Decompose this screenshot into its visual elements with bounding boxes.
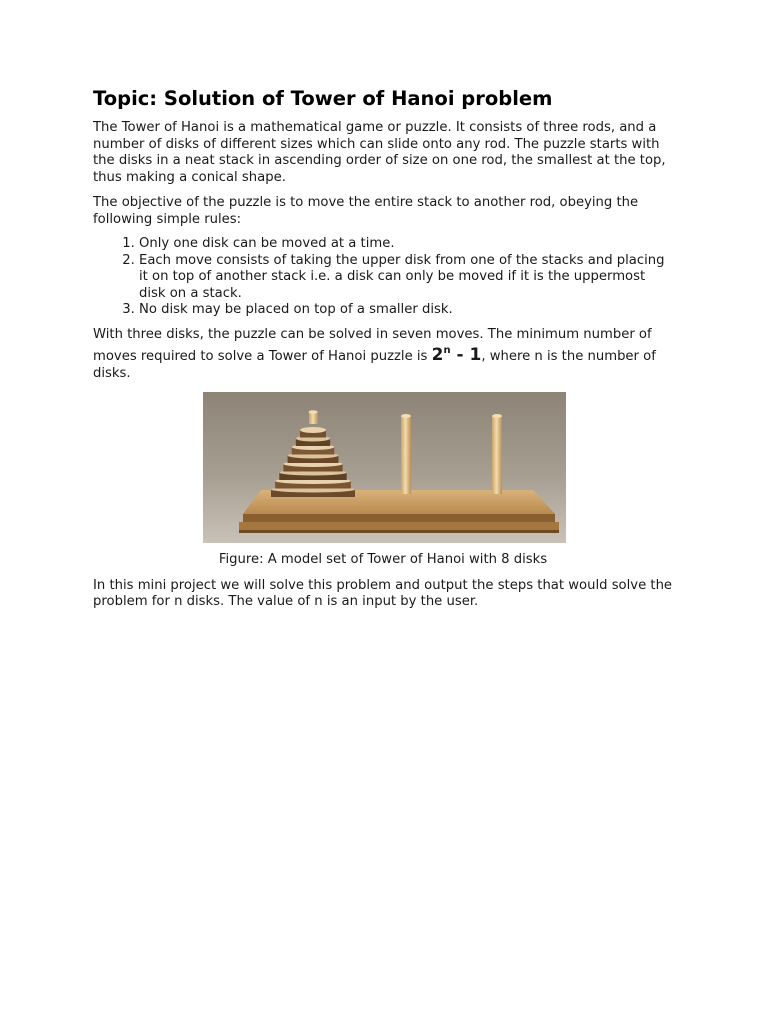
formula-rest: - 1 [450, 345, 482, 365]
figure [93, 392, 673, 569]
disk-top [300, 427, 326, 433]
moves-text-before: With three disks, the puzzle can be solved in seven moves. The minimum number of moves required to solve a Tower of Hanoi puzzle is [93, 326, 652, 364]
rule-item: 1. Only one disk can be moved at a time. [139, 236, 673, 253]
objective-paragraph: The objective of the puzzle is to move the entire stack to another rod, obeying the following simple rules: [93, 195, 639, 227]
formula-exponent: n [443, 345, 451, 356]
formula-base: 2 [431, 345, 444, 365]
document-page [93, 86, 673, 611]
rule-item: 3. No disk may be placed on top of a smaller disk. [139, 302, 673, 319]
page-title: Topic: Solution of Tower of Hanoi problem [93, 87, 553, 110]
formula [432, 345, 482, 365]
rules-list [93, 236, 673, 319]
moves-paragraph [93, 327, 673, 383]
intro-paragraph: The Tower of Hanoi is a mathematical game or puzzle. It consists of three rods, and a number of disks of different sizes which can slide onto any rod. The puzzle starts with the disks in a neat stack in ascending order of size on one rod, the smallest at the top, thus making a conical shape. [93, 120, 666, 185]
conclusion-paragraph: In this mini project we will solve this problem and output the steps that would solve the problem for n disks. The value of n is an input by the user. [93, 577, 673, 609]
moves-text-after: , where n is the number of disks. [93, 349, 656, 381]
rule-item: 2. Each move consists of taking the upper disk from one of the stacks and placing it on top of another stack i.e. a disk can only be moved if it is the uppermost disk on a stack. [139, 253, 673, 303]
tower-of-hanoi-photo [203, 392, 566, 543]
figure-caption: Figure: A model set of Tower of Hanoi with 8 disks [218, 552, 548, 567]
